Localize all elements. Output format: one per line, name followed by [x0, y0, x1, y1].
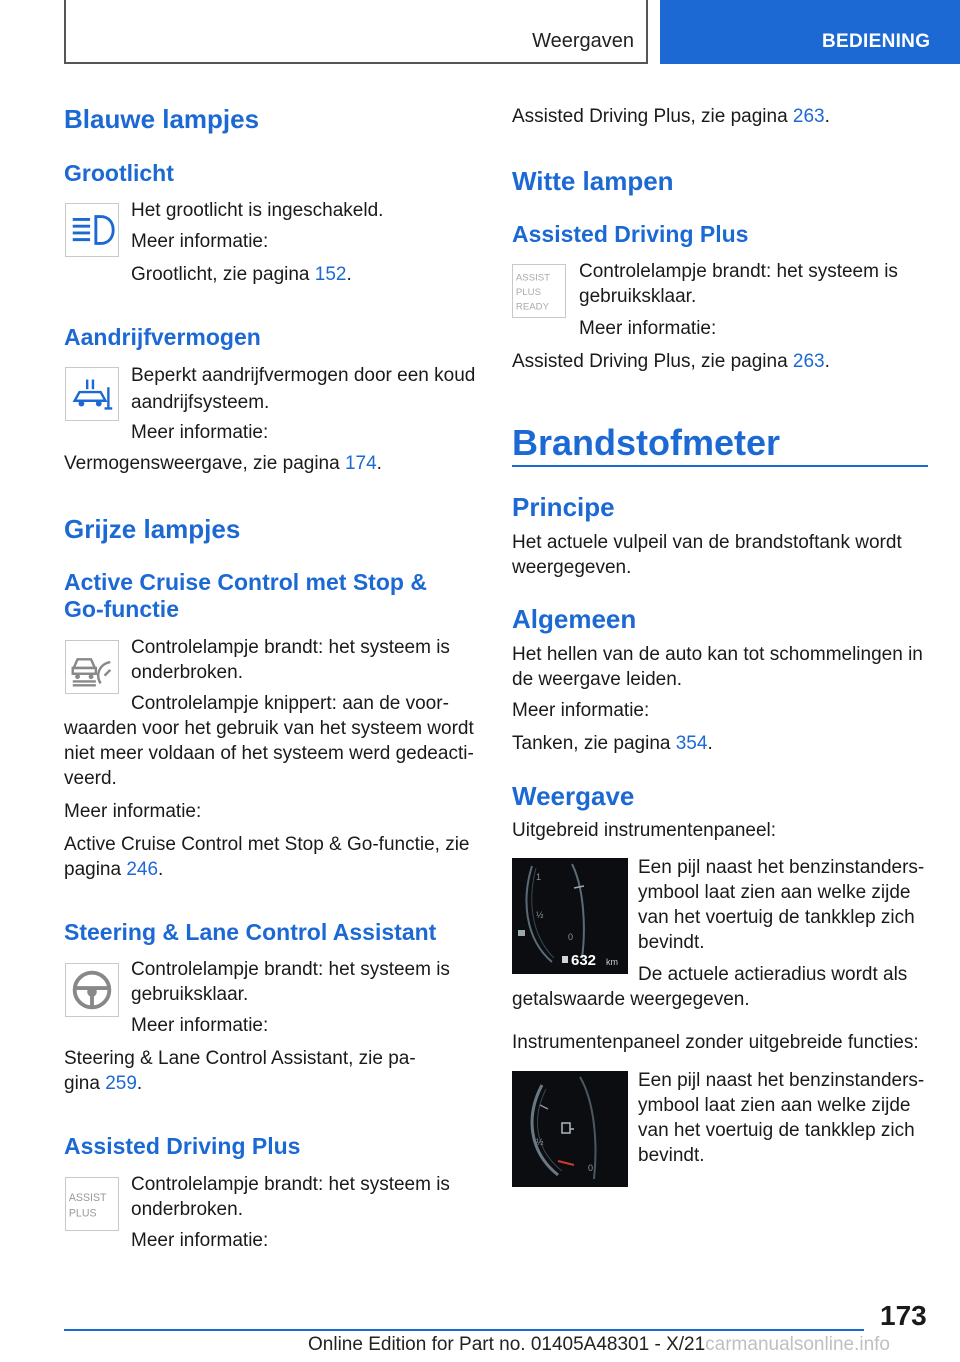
blue-lamps-heading: Blauwe lampjes: [64, 104, 260, 134]
aandrijf-text-3: Meer informatie:: [131, 422, 269, 443]
svg-text:½: ½: [536, 1137, 544, 1147]
aandrijf-text-1: Beperkt aandrijfvermogen door een koud: [131, 365, 476, 386]
weergave-intro-2: Instrumentenpaneel zonder uitgebreide functies:: [512, 1032, 919, 1053]
acc-text-2: onderbroken.: [131, 662, 243, 683]
adp-grey-text-1: Controlelampje brandt: het systeem is: [131, 1174, 450, 1195]
adp-grey-text-2: onderbroken.: [131, 1199, 243, 1220]
white-lamps-heading: Witte lampen: [512, 166, 674, 196]
adp-white-heading: Assisted Driving Plus: [512, 221, 749, 247]
adp-grey-text-3: Meer informatie:: [131, 1230, 269, 1251]
header-section-box: [64, 0, 648, 64]
acc-heading-1: Active Cruise Control met Stop &: [64, 569, 427, 595]
page-link-259[interactable]: 259: [105, 1073, 137, 1094]
photo1-text-2: ymbool laat zien aan welke zijde: [638, 882, 911, 903]
grey-lamps-heading: Grijze lampjes: [64, 514, 241, 544]
photo1-text-6: getalswaarde weergegeven.: [512, 989, 750, 1010]
acc-text-8: Active Cruise Control met Stop & Go-functie, zie: [64, 834, 470, 855]
extended-cluster-photo: [512, 858, 628, 974]
acc-text-6: veerd.: [64, 768, 117, 789]
algemeen-heading: Algemeen: [512, 604, 637, 634]
svg-text:½: ½: [536, 910, 544, 920]
footer-edition: [308, 1334, 890, 1356]
algemeen-text-1: Het hellen van de auto kan tot schommelingen in: [512, 644, 923, 665]
aandrijf-heading: Aandrijfvermogen: [64, 324, 261, 350]
svg-text:0: 0: [588, 1163, 594, 1173]
aandrijf-reference: Vermogensweergave, zie pagina 174.: [64, 453, 382, 474]
grootlicht-text-1: Het grootlicht is ingeschakeld.: [131, 200, 384, 221]
steering-heading: Steering & Lane Control Assistant: [64, 919, 437, 945]
steering-text-2: gebruiksklaar.: [131, 984, 249, 1005]
reduced-power-icon: [65, 367, 119, 421]
acc-reference: pagina 246.: [64, 859, 164, 880]
range-unit: km: [606, 957, 618, 967]
watermark-text: carmanualsonline.info: [705, 1334, 890, 1355]
photo1-text-3: van het voertuig de tankklep zich: [638, 907, 915, 928]
header-section-title: Weergaven: [532, 30, 634, 52]
acc-heading-2: Go-functie: [64, 596, 179, 622]
basic-cluster-photo: [512, 1071, 628, 1187]
adp-white-text-3: Meer informatie:: [579, 318, 717, 339]
steering-text-4: Steering & Lane Control Assistant, zie pa-: [64, 1048, 416, 1069]
page-link-174[interactable]: 174: [344, 453, 377, 474]
svg-text:1: 1: [536, 872, 542, 882]
fuel-gauge-heading: Brandstofmeter: [512, 422, 781, 463]
page-number: 173: [880, 1300, 927, 1331]
assist-plus-ready-icon-line1: ASSIST: [515, 272, 551, 284]
edition-text: Online Edition for Part no. 01405A48301 - X/21: [308, 1334, 706, 1355]
grootlicht-reference: Grootlicht, zie pagina 152.: [131, 264, 352, 285]
high-beam-icon: [65, 203, 119, 257]
weergave-intro: Uitgebreid instrumentenpaneel:: [512, 820, 777, 841]
page-link-263-b[interactable]: 263: [792, 351, 825, 372]
page-link-246[interactable]: 246: [126, 859, 159, 880]
adp-white-text-1: Controlelampje brandt: het systeem is: [579, 261, 898, 282]
page-link-354[interactable]: 354: [675, 733, 708, 754]
page-link-152[interactable]: 152: [314, 264, 347, 285]
assist-plus-grey-icon-line2: PLUS: [68, 1207, 97, 1220]
photo1-text-4: bevindt.: [638, 932, 705, 953]
section-rule: [512, 465, 928, 467]
assist-plus-grey-icon-line1: ASSIST: [68, 1192, 107, 1205]
acc-text-5: niet meer voldaan of het systeem werd gedeacti-: [64, 743, 474, 764]
photo2-text-4: bevindt.: [638, 1145, 705, 1166]
grootlicht-heading: Grootlicht: [64, 160, 174, 186]
acc-text-4: waarden voor het gebruik van het systeem wordt: [64, 718, 474, 739]
assist-plus-ready-icon-line2: PLUS: [515, 286, 541, 298]
photo2-text-3: van het voertuig de tankklep zich: [638, 1120, 915, 1141]
adp-grey-heading: Assisted Driving Plus: [64, 1133, 301, 1159]
header-chapter-title: BEDIENING: [822, 31, 931, 52]
principe-text-2: weergegeven.: [512, 557, 632, 578]
photo2-text-1: Een pijl naast het benzinstanders-: [638, 1070, 925, 1091]
steering-wheel-icon: [65, 963, 119, 1017]
acc-text-3: Controlelampje knippert: aan de voor-: [131, 693, 449, 714]
aandrijf-text-2: aandrijfsysteem.: [131, 392, 270, 413]
steering-reference: gina 259.: [64, 1073, 143, 1094]
algemeen-reference: Tanken, zie pagina 354.: [512, 733, 713, 754]
algemeen-text-3: Meer informatie:: [512, 700, 650, 721]
adp-continued-reference: Assisted Driving Plus, zie pagina 263.: [512, 106, 830, 127]
assist-plus-ready-icon: [512, 264, 566, 318]
acc-text-7: Meer informatie:: [64, 801, 202, 822]
header-chapter-tab: [660, 0, 960, 64]
steering-text-3: Meer informatie:: [131, 1015, 269, 1036]
footer-rule: [64, 1329, 864, 1331]
algemeen-text-2: de weergave leiden.: [512, 669, 683, 690]
acc-text-1: Controlelampje brandt: het systeem is: [131, 637, 450, 658]
page-link-263-a[interactable]: 263: [792, 106, 825, 127]
adp-white-text-2: gebruiksklaar.: [579, 286, 697, 307]
adp-white-reference: Assisted Driving Plus, zie pagina 263.: [512, 351, 830, 372]
cruise-control-icon: [65, 640, 119, 694]
principe-text-1: Het actuele vulpeil van de brandstoftank wordt: [512, 532, 902, 553]
svg-text:0: 0: [568, 932, 574, 942]
steering-text-1: Controlelampje brandt: het systeem is: [131, 959, 450, 980]
range-readout: 632: [571, 952, 597, 969]
assist-plus-grey-icon: [65, 1177, 119, 1231]
photo1-text-1: Een pijl naast het benzinstanders-: [638, 857, 925, 878]
photo1-text-5: De actuele actieradius wordt als: [638, 964, 908, 985]
principe-heading: Principe: [512, 492, 615, 522]
grootlicht-text-2: Meer informatie:: [131, 231, 269, 252]
assist-plus-ready-icon-line3: READY: [515, 301, 549, 313]
photo2-text-2: ymbool laat zien aan welke zijde: [638, 1095, 911, 1116]
weergave-heading: Weergave: [512, 781, 635, 811]
